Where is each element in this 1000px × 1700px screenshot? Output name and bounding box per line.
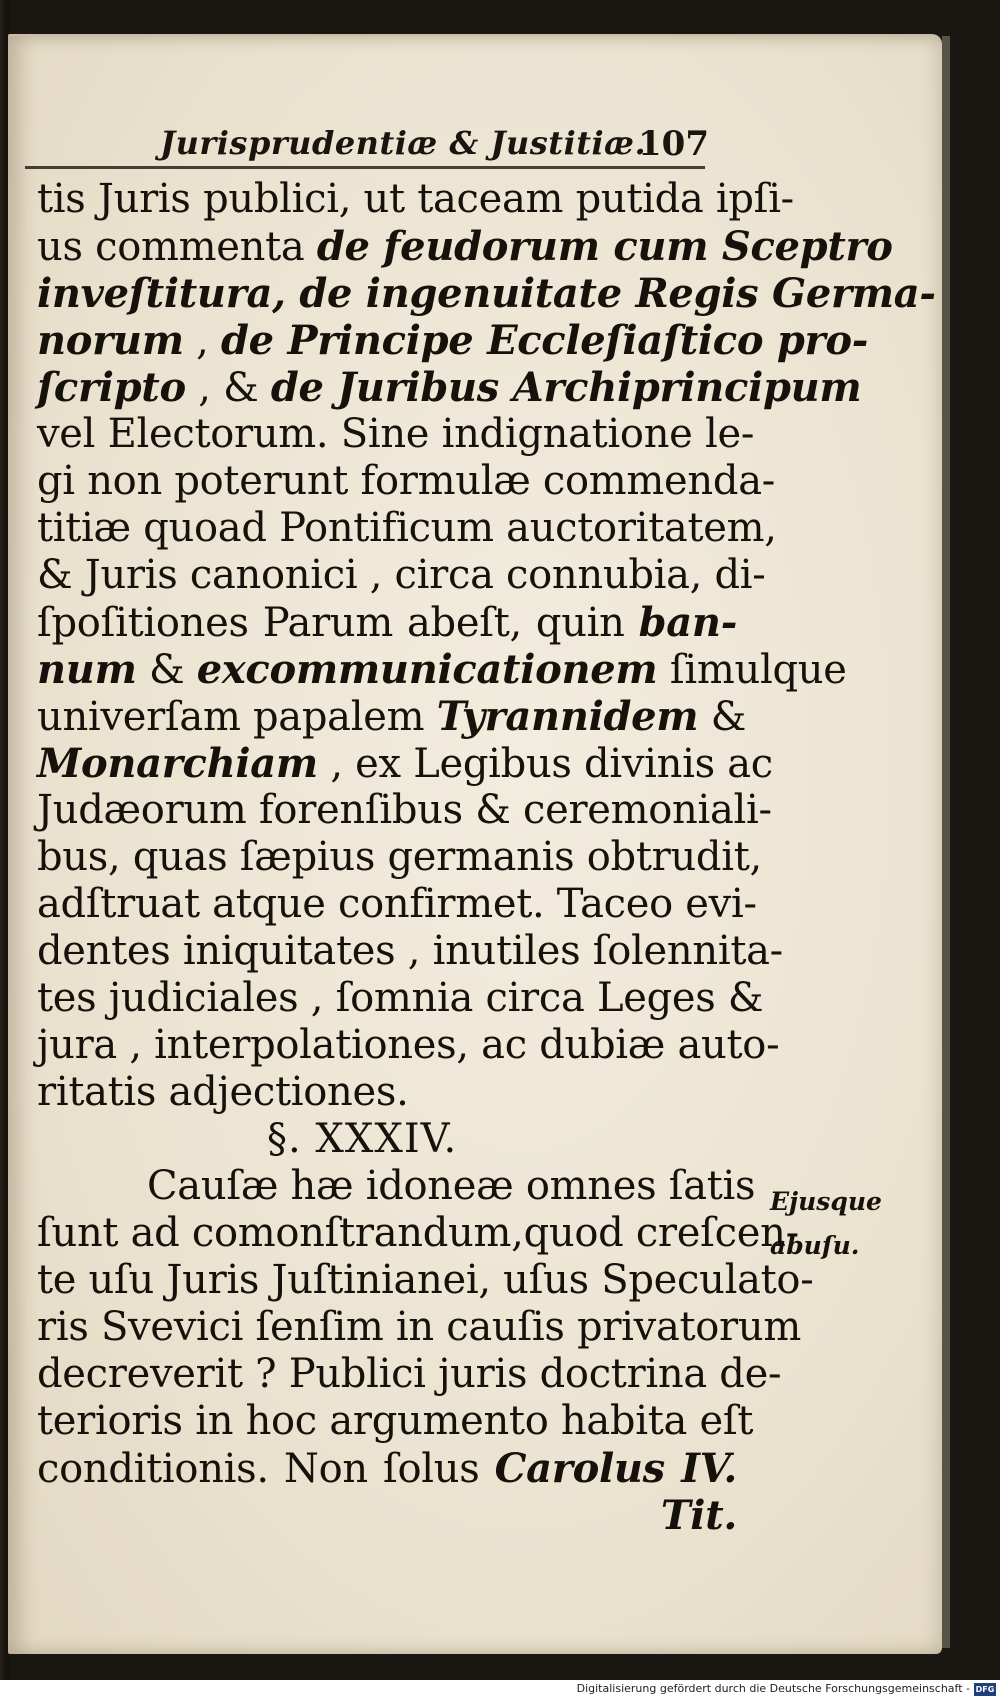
running-head xyxy=(145,124,715,164)
text-line xyxy=(37,693,747,740)
footer-credit: Digitalisierung gefördert durch die Deutsche Forschungsgemeinschaft - xyxy=(576,1682,970,1695)
text-line xyxy=(37,317,868,364)
text-span: ris Svevici ſenſim in cauſis privatorum xyxy=(37,1304,801,1350)
text-line xyxy=(37,787,772,834)
text-line xyxy=(37,458,775,505)
section-heading: §. XXXIV. xyxy=(267,1116,458,1162)
italic-span: Tyrannidem xyxy=(436,693,699,740)
text-span: te uſu Juris Juſtinianei, uſus Speculato- xyxy=(37,1257,814,1303)
text-line xyxy=(37,1163,756,1210)
text-line xyxy=(37,1022,780,1069)
text-line xyxy=(37,1257,814,1304)
text-span: ſimulque xyxy=(657,647,847,693)
text-span: conditionis. Non ſolus xyxy=(37,1446,495,1492)
text-line xyxy=(37,505,777,552)
text-span: , & xyxy=(185,365,271,411)
text-span: decreverit ? Publici juris doctrina de- xyxy=(37,1351,782,1397)
text-span: ritatis adjectiones. xyxy=(37,1069,409,1115)
text-span: & Juris canonici , circa connubia, di- xyxy=(37,552,766,598)
text-span: tis Juris publici, ut taceam putida ipſi- xyxy=(37,176,794,222)
margin-note-line: Ejusque xyxy=(770,1187,882,1216)
footer-bar xyxy=(0,1680,1000,1700)
italic-span: Monarchiam xyxy=(37,740,318,787)
italic-span: de Principe Eccleſiaſtico pro- xyxy=(221,317,868,364)
text-span: terioris in hoc argumento habita eſt xyxy=(37,1398,754,1444)
text-span: Cauſæ hæ idoneæ omnes ſatis xyxy=(147,1163,756,1209)
text-line xyxy=(37,1445,737,1492)
text-line xyxy=(37,1398,754,1445)
text-line xyxy=(37,1304,801,1351)
text-line xyxy=(37,834,762,881)
text-line xyxy=(37,646,847,693)
text-span: , ex Legibus divinis ac xyxy=(317,741,773,787)
paragraph-section-34 xyxy=(37,1163,814,1539)
text-line xyxy=(37,599,737,646)
text-span: Judæorum forenſibus & ceremoniali- xyxy=(37,787,772,833)
running-head-title: Jurisprudentiæ & Justitiæ. xyxy=(160,124,647,162)
text-line xyxy=(37,270,936,317)
text-span: gi non poterunt formulæ commenda- xyxy=(37,458,775,504)
page-edge xyxy=(942,36,950,1648)
text-line xyxy=(37,1351,782,1398)
text-span: bus, quas ſæpius germanis obtrudit, xyxy=(37,834,762,880)
text-line xyxy=(37,223,893,270)
text-span: tes judiciales , ſomnia circa Leges & xyxy=(37,975,764,1021)
italic-span: inveſtitura, de ingenuitate Regis Germa- xyxy=(37,270,936,317)
page-number: 107 xyxy=(638,124,709,164)
text-line xyxy=(37,176,794,223)
text-span: jura , interpolationes, ac dubiæ auto- xyxy=(37,1022,780,1068)
text-line xyxy=(37,928,783,975)
italic-span: Carolus IV. xyxy=(494,1445,737,1492)
text-span: titiæ quoad Pontificum auctoritatem, xyxy=(37,505,777,551)
text-line xyxy=(37,1069,737,1116)
italic-span: norum xyxy=(37,317,184,364)
text-span: us commenta xyxy=(37,224,317,270)
paragraph-continued xyxy=(37,176,936,1116)
text-span: , xyxy=(183,318,221,364)
dfg-logo-icon: DFG xyxy=(975,1685,995,1694)
italic-span: num xyxy=(37,646,137,693)
italic-span: de Juribus Archiprincipum xyxy=(270,364,862,411)
text-line xyxy=(37,1210,799,1257)
text-line xyxy=(37,552,766,599)
italic-span: de feudorum cum Sceptro xyxy=(316,223,893,270)
header-rule xyxy=(25,166,705,169)
text-line xyxy=(37,740,773,787)
text-line xyxy=(37,411,755,458)
text-line xyxy=(37,364,862,411)
text-line xyxy=(37,1492,737,1539)
text-span: & xyxy=(136,647,197,693)
text-span: adſtruat atque confirmet. Taceo evi- xyxy=(37,881,757,927)
margin-note xyxy=(770,1180,920,1268)
text-span: univerſam papalem xyxy=(37,694,437,740)
text-line xyxy=(37,975,764,1022)
italic-span: ban- xyxy=(638,599,737,646)
text-line xyxy=(37,881,757,928)
text-span: & xyxy=(698,694,747,740)
text-span: vel Electorum. Sine indignatione le- xyxy=(37,411,755,457)
text-span: ſpoſitiones Parum abeſt, quin xyxy=(37,600,639,646)
italic-span: excommunicationem xyxy=(196,646,658,693)
text-span: dentes iniquitates , inutiles ſolennita- xyxy=(37,928,783,974)
italic-span: ſcripto xyxy=(37,364,186,411)
margin-note-line: abuſu. xyxy=(770,1231,860,1260)
text-span: ſunt ad comonſtrandum,quod creſcen- xyxy=(37,1210,799,1256)
italic-span: Tit. xyxy=(660,1492,737,1539)
